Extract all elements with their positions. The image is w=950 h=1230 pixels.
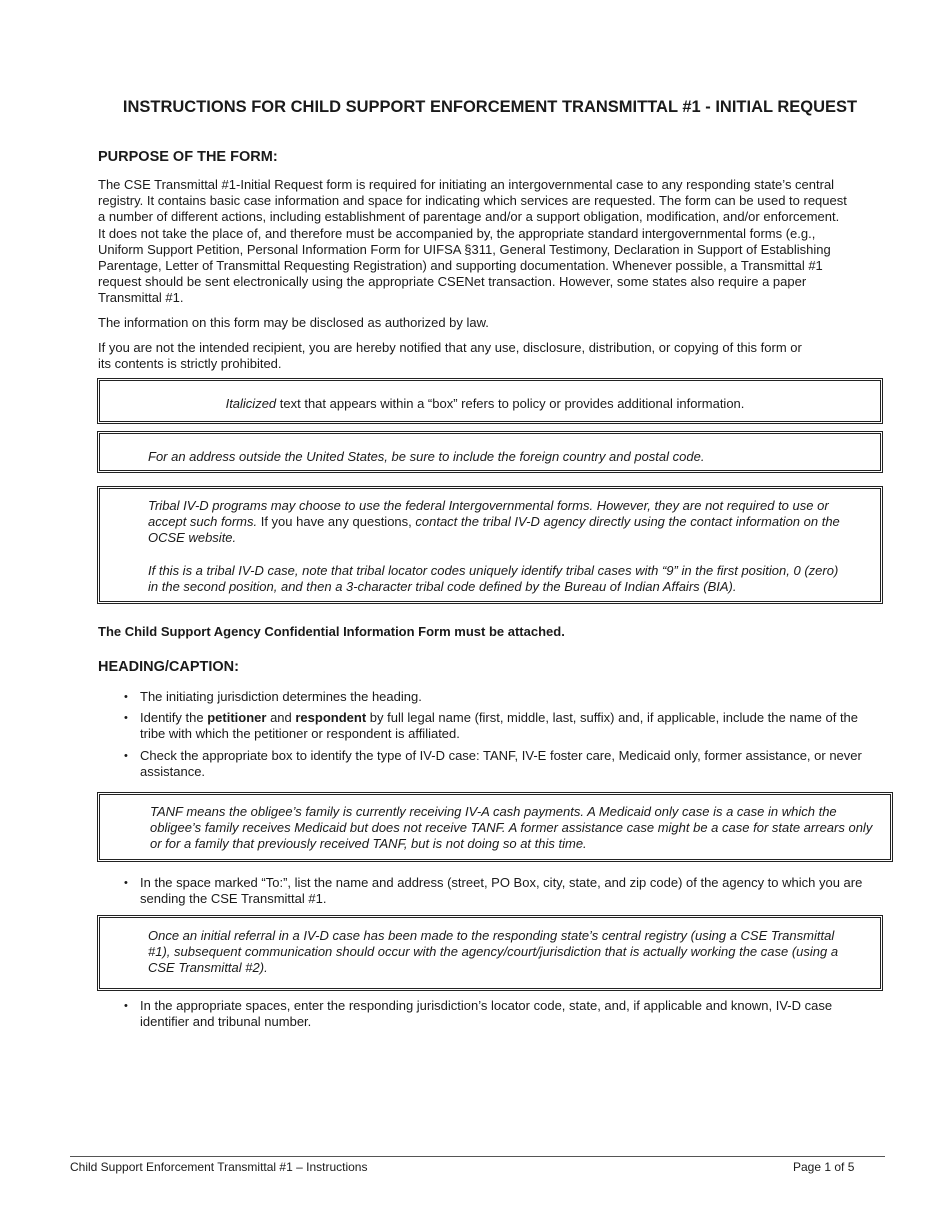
tanf-box [97, 792, 893, 862]
tribal-note-2: If this is a tribal IV-D case, note that tribal locator codes uniquely identify tribal cases with “9” in the first position, 0 (zero) in the second position, and then a 3-character tribal code defined by the Bureau of Indian Affairs (BIA). [148, 562, 839, 594]
heading-caption-heading: HEADING/CAPTION: [98, 659, 239, 675]
list-item: • Identify the petitioner and respondent by full legal name (first, middle, last, suffix) and, if applicable, include the name of the tribe with which the petitioner or respondent is affiliated. [124, 710, 859, 742]
referral-box [97, 915, 883, 991]
legend-italic-word: Italicized [225, 396, 277, 411]
legend-box [97, 378, 883, 424]
purpose-heading: PURPOSE OF THE FORM: [98, 149, 278, 165]
footer-document-title: Child Support Enforcement Transmittal #1 – Instructions [70, 1160, 368, 1174]
list-item: • In the appropriate spaces, enter the responding jurisdiction’s locator code, state, and, if applicable and known, IV-D case identifier and tribunal number. [124, 998, 833, 1030]
footer-page-number: Page 1 of 5 [793, 1160, 855, 1174]
confidential-form-note: The Child Support Agency Confidential Information Form must be attached. [98, 624, 565, 639]
address-note: For an address outside the United States, be sure to include the foreign country and postal code. [148, 449, 705, 464]
address-box [97, 431, 883, 473]
heading-bullet-list [124, 689, 869, 785]
locator-bullet-list [124, 998, 869, 1035]
recipient-notice-paragraph: If you are not the intended recipient, you are hereby notified that any use, disclosure, distribution, or copying of this form or its contents is strictly prohibited. [98, 340, 802, 372]
referral-note: Once an initial referral in a IV-D case has been made to the responding state’s central registry (using a CSE Transmittal #1), subsequent communication should occur with the agency/court/jurisdiction that is actually working the case (using a CSE Transmittal #2). [148, 928, 839, 976]
list-item: • Check the appropriate box to identify the type of IV-D case: TANF, IV-E foster care, Medicaid only, former assistance, or never assistance. [124, 747, 862, 779]
tanf-note: TANF means the obligee’s family is currently receiving IV-A cash payments. A Medicaid only case is a case in which the obligee’s family receives Medicaid but does not receive TANF. A former assistance case might be a case for state arrears only or for a family that previously received TANF, but is not doing so at this time. [150, 804, 873, 852]
purpose-paragraph: The CSE Transmittal #1-Initial Request form is required for initiating an intergovernmental case to any responding state’s central registry. It contains basic case information and space for indicating which services are requested. The form can be used to request a number of different actions, including establishment of parentage and/or a support obligation, modification, and/or enforcement. It does not take the place of, and therefore must be accompanied by, the appropriate standard intergovernmental forms (e.g., Uniform Support Petition, Personal Information Form for UIFSA §311, General Testimony, Declaration in Support of Establishing Parentage, Letter of Transmittal Requesting Registration) and supporting documentation. Whenever possible, a Transmittal #1 request should be sent electronically using the appropriate CSENet transaction. However, some states also require a paper Transmittal #1. [98, 177, 847, 306]
page-title: INSTRUCTIONS FOR CHILD SUPPORT ENFORCEMENT TRANSMITTAL #1 - INITIAL REQUEST [122, 98, 858, 116]
tribal-note-1: Tribal IV-D programs may choose to use the federal Intergovernmental forms. However, they are not required to use or accept such forms. If you have any questions, contact the tribal IV-D agency directly using the contact information on the OCSE website. [148, 498, 840, 546]
disclosure-paragraph: The information on this form may be disclosed as authorized by law. [98, 315, 489, 330]
list-item: • In the space marked “To:”, list the name and address (street, PO Box, city, state, and zip code) of the agency to which you are sending the CSE Transmittal #1. [124, 875, 863, 907]
tribal-questions-text: If you have any questions, [260, 514, 412, 530]
tribal-box [97, 486, 883, 604]
footer-divider [70, 1156, 885, 1157]
legend-text: text that appears within a “box” refers to policy or provides additional information. [276, 396, 745, 411]
list-item: • The initiating jurisdiction determines the heading. [124, 689, 422, 704]
to-bullet-list [124, 875, 869, 912]
